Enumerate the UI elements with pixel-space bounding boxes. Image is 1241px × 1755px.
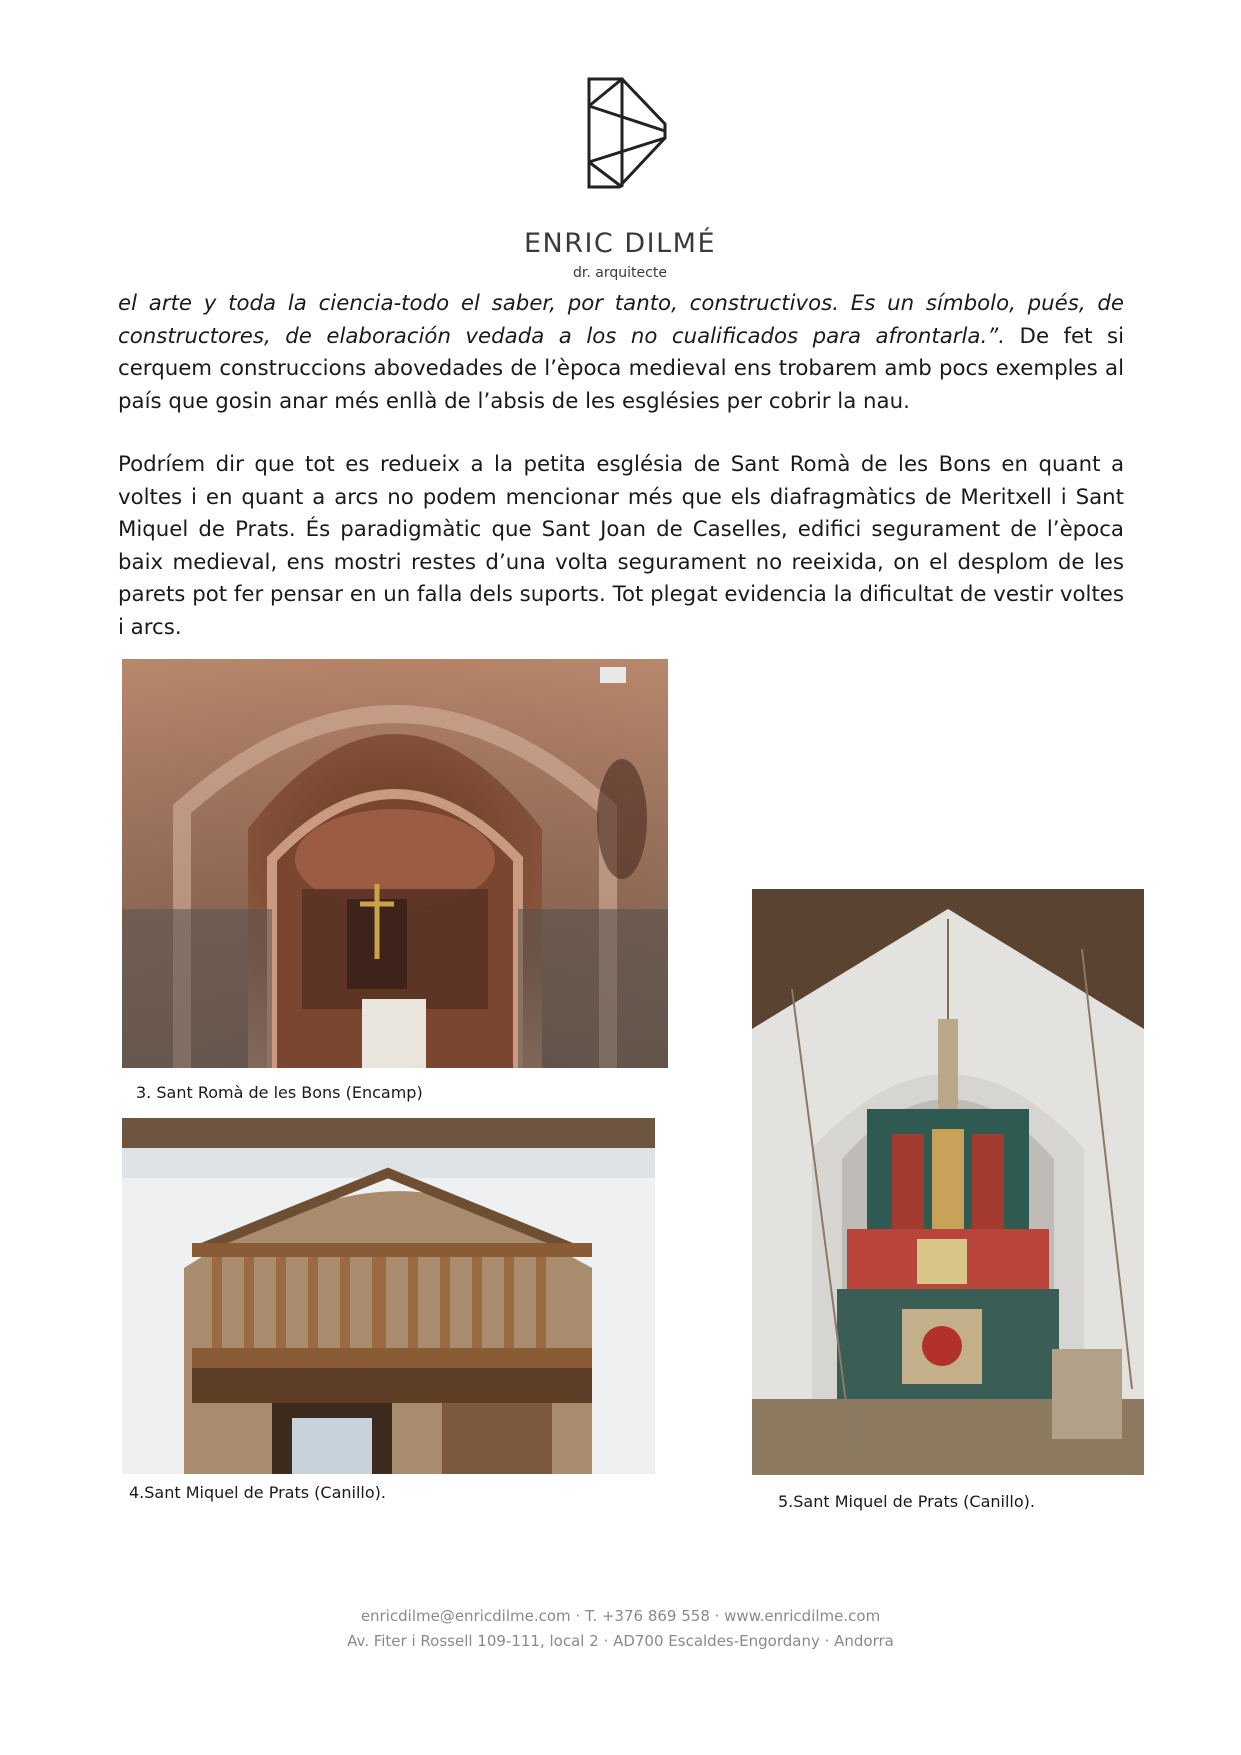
paragraph-1-text: De fet si cerquem construccions abovedades de l’època medieval ens trobarem amb pocs exemples al país que gosin anar més enllà de l’absis de les esglésies per cobrir la nau. — [118, 323, 1125, 414]
brand-name: ENRIC DILMÉ — [523, 228, 717, 259]
figure-3-caption: 3. Sant Romà de les Bons (Encamp) — [136, 1083, 423, 1102]
photo-sant-miquel-de-prats-altarpiece — [752, 889, 1144, 1475]
photo-sant-miquel-de-prats-gallery — [122, 1118, 655, 1474]
quote-italic: el arte y toda la ciencia-todo el saber, por tanto, constructivos. Es un símbolo, pués, de constructores, de elaboración vedada a los no cualificados para afrontarla.”. — [118, 291, 1124, 349]
paragraph-2: Podríem dir que tot es redueix a la petita església de Sant Romà de les Bons en quant a voltes i en quant a arcs no podem mencionar més que els diafragmàtics de Meritxell i Sant Miquel de Prats. És paradigmàtic que Sant Joan de Caselles, edifici segurament de l’època baix medieval, ens mostri restes d’una volta segurament no reeixida, on el desplom de les parets pot fer pensar en un falla dels suports. Tot plegat evidencia la dificultat de vestir voltes i arcs. — [118, 452, 1124, 640]
footer-contact: enricdilme@enricdilme.com · T. +376 869 558 · www.enricdilme.com — [360, 1607, 881, 1625]
footer-address: Av. Fiter i Rossell 109-111, local 2 · AD700 Escaldes-Engordany · Andorra — [347, 1632, 894, 1650]
figure-5-caption: 5.Sant Miquel de Prats (Canillo). — [778, 1492, 1035, 1511]
figure-4-caption: 4.Sant Miquel de Prats (Canillo). — [129, 1483, 386, 1502]
brand-subtitle: dr. arquitecte — [573, 265, 667, 281]
paragraph-1 — [118, 288, 1124, 418]
photo-sant-roma-de-les-bons — [122, 659, 668, 1068]
enric-dilme-logo — [586, 76, 668, 190]
